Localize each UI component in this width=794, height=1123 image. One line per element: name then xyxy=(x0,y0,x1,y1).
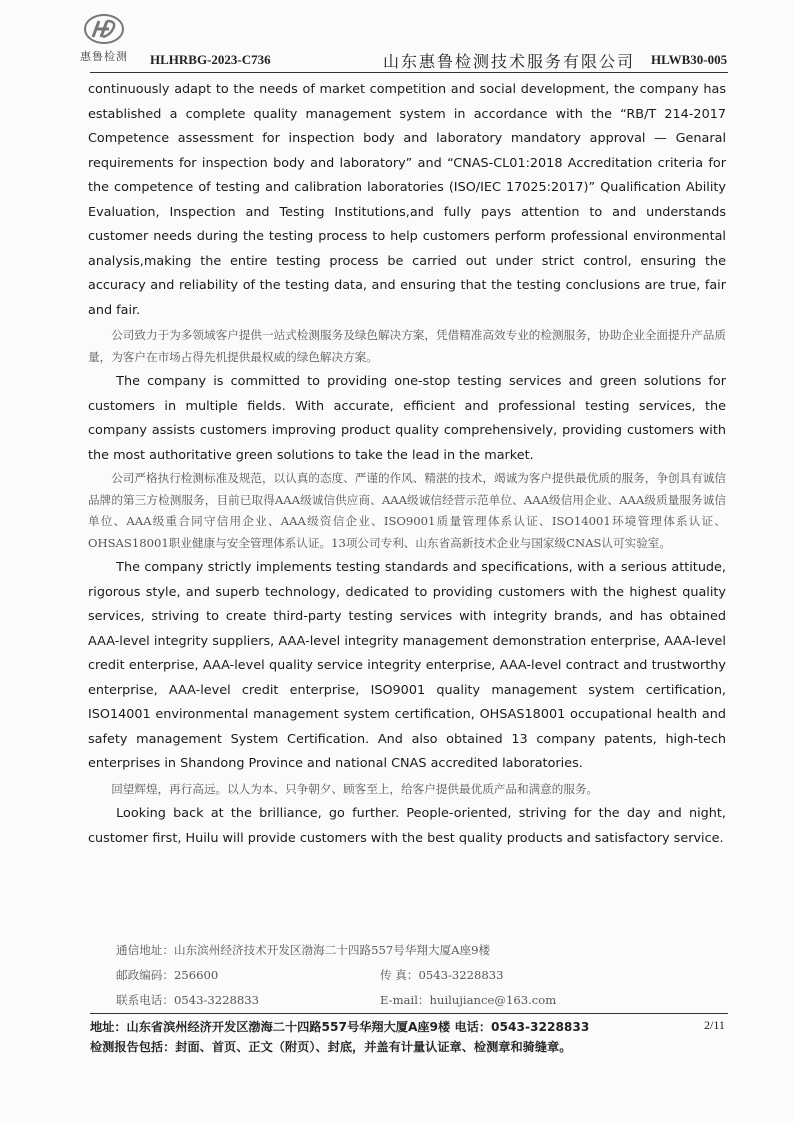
paragraph-en-2: The company is committed to providing one-stop testing services and green solutions for customers in multiple fields. With accurate, efficient and professional testing services, the company assists customers improving product quality comprehensively, providing customers with the most authoritative green solutions to take the lead in the market. xyxy=(88,374,726,463)
company-name: 山东惠鲁检测技术服务有限公司 xyxy=(383,52,636,71)
paragraph-zh-4: 回望辉煌，再行高远。以人为本、只争朝夕、顾客至上，给客户提供最优质产品和满意的服务。 xyxy=(111,781,599,796)
contact-info xyxy=(88,942,726,1017)
paragraph-zh-2: 公司致力于为多领域客户提供一站式检测服务及绿色解决方案，凭借精准高效专业的检测服务，协助企业全面提升产品质量，为客户在市场占得先机提供最权威的绿色解决方案。 xyxy=(88,328,726,364)
fax-number: 传 真：0543-3228833 xyxy=(380,968,504,982)
paragraph-en-4: Looking back at the brilliance, go further. People-oriented, striving for the day and night, customer first, Huilu will provide customers with the best quality products and satisfactory service. xyxy=(88,806,726,846)
mailing-address: 通信地址：山东滨州经济技术开发区渤海二十四路557号华翔大厦A座9楼 xyxy=(116,943,491,957)
phone-number: 联系电话：0543-3228833 xyxy=(116,993,260,1007)
document-body xyxy=(88,78,726,851)
paragraph-zh-3: 公司严格执行检测标准及规范，以认真的态度、严谨的作风、精湛的技术，竭诚为客户提供最优质的服务，争创具有诚信品牌的第三方检测服务，目前已取得AAA级诚信供应商、AAA级诚信经营示范单位、AAA级信用企业、AAA级质量服务诚信单位、AAA级重合同守信用企业、AAA级资信企业、ISO9001质量管理体系认证、ISO14001环境管理体系认证、OHSAS18001职业健康与安全管理体系认证。13项公司专利、山东省高新技术企业与国家级CNAS认可实验室。 xyxy=(88,471,726,550)
logo-text: 惠鲁检测 xyxy=(80,50,128,63)
paragraph-en-3: The company strictly implements testing standards and specifications, with a serious attitude, rigorous style, and superb technology, dedicated to providing customers with the highest quality services, striving to create third-party testing services with integrity brands, and has obtained AAA-level integrity suppliers, AAA-level integrity management demonstration enterprise, AAA-level credit enterprise, AAA-level quality service integrity enterprise, AAA-level contract and trustworthy enterprise, AAA-level credit enterprise, ISO9001 quality management system certification, ISO14001 environmental management system certification, OHSAS18001 occupational health and safety management System Certification. And also obtained 13 company patents, high-tech enterprises in Shandong Province and national CNAS accredited laboratories. xyxy=(88,560,726,771)
report-number: HLHRBG-2023-C736 xyxy=(150,52,271,67)
page-header xyxy=(0,0,794,80)
page-number: 2/11 xyxy=(704,1018,725,1032)
footer-address: 地址：山东省滨州经济开发区渤海二十四路557号华翔大厦A座9楼 电话：0543-3228833 xyxy=(90,1020,590,1034)
postal-code: 邮政编码：256600 xyxy=(116,968,219,982)
form-number: HLWB30-005 xyxy=(651,52,728,67)
header-divider xyxy=(90,72,728,73)
company-logo xyxy=(75,12,133,68)
footer-report-note: 检测报告包括：封面、首页、正文（附页）、封底，并盖有计量认证章、检测章和骑缝章。 xyxy=(90,1040,572,1054)
paragraph-en-1: continuously adapt to the needs of market competition and social development, the company has established a complete quality management system in accordance with the “RB/T 214-2017 Competence assessment for inspection body and laboratory mandatory approval — Genaral requirements for inspection body and laboratory” and “CNAS-CL01:2018 Accreditation criteria for the competence of testing and calibration laboratories (ISO/IEC 17025:2017)” Qualification Ability Evaluation, Inspection and Testing Institutions,and fully pays attention to and understands customer needs during the testing process to help customers perform professional environmental analysis,making the entire testing process be carried out under strict control, ensuring the accuracy and reliability of the testing data, and ensuring that the testing conclusions are true, fair and fair. xyxy=(88,82,726,318)
footer-divider xyxy=(90,1013,728,1014)
email-address: E-mail：huilujiance@163.com xyxy=(380,993,557,1007)
huilu-logo-icon xyxy=(83,12,125,46)
